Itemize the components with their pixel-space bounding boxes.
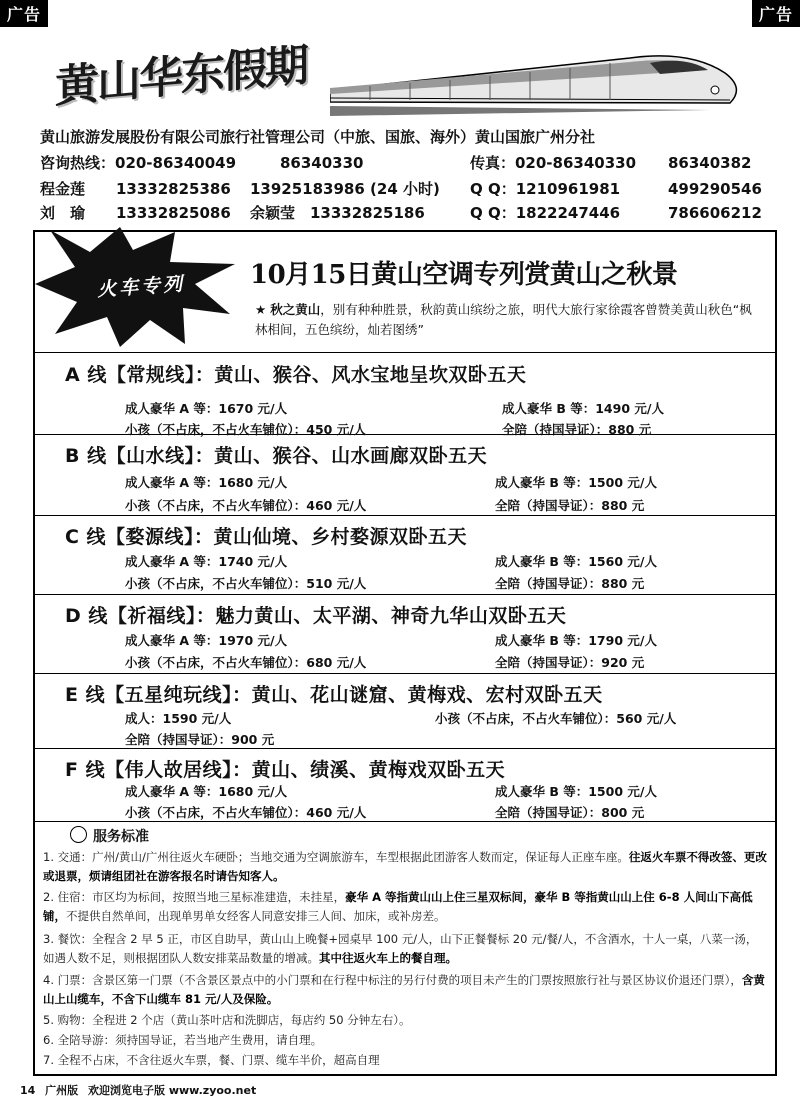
contact-row [40,178,780,200]
route-title: F 线【伟人故居线】：黄山、绩溪、黄梅戏双卧五天 [65,759,506,781]
service-title: 服务标准 [93,829,149,845]
route-d [35,595,775,674]
fax-2: 86340382 [668,154,752,172]
price-guide: 全陪（持国导证）：880 元 [495,576,645,591]
service-item-note: 7. 全程不占床，不含往返火车票，餐、门票、缆车半价，超高自理 [43,1053,380,1067]
train-special-badge: 火车专列 [96,272,186,302]
contact-qq-2: 786606212 [668,204,762,222]
price-child: 小孩（不占床，不占火车铺位）：510 元/人 [125,576,367,591]
logo-text: 黄山华东假期 [55,39,307,114]
service-item-shopping: 5. 购物：全程进 2 个店（黄山茶叶店和洗脚店，每店约 50 分钟左右）。 [43,1013,411,1027]
promo-desc-bold: 秋之黄山 [270,302,321,317]
price-a: 成人豪华 A 等：1680 元/人 [125,475,288,490]
contact-qq: Q Q：1822247446 [470,204,621,222]
price-guide: 全陪（持国导证）：880 元 [502,422,652,437]
price-child: 小孩（不占床，不占火车铺位）：450 元/人 [125,422,367,437]
service-heading [70,826,149,846]
service-item-transport: 1. 交通：广州/黄山/广州往返火车硬卧；当地交通为空调旅游车，车型根据此团游客人数而定，保证每人正座车座。往返火车票不得改签、更改或退票，烦请组团社在游客报名时请告知客人。 [43,850,767,883]
route-title: E 线【五星纯玩线】：黄山、花山谜窟、黄梅戏、宏村双卧五天 [65,684,603,706]
route-e [35,674,775,749]
route-c [35,516,775,595]
hotline: 咨询热线：020-86340049 [40,154,237,172]
contact-row [40,202,780,224]
price-guide: 全陪（持国导证）：900 元 [125,732,275,747]
company-name: 黄山旅游发展股份有限公司旅行社管理公司（中旅、国旅、海外）黄山国旅广州分社 [40,128,596,146]
price-guide: 全陪（持国导证）：800 元 [495,805,645,820]
promo-description [255,300,760,340]
contact-hotline-row [40,152,780,174]
price-child: 小孩（不占床，不占火车铺位）：460 元/人 [125,498,367,513]
page-number: 14 [20,1084,36,1097]
promo-title: 10月15日黄山空调专列赏黄山之秋景 [250,260,678,290]
price-child: 小孩（不占床，不占火车铺位）：560 元/人 [435,711,677,726]
website-link[interactable]: 欢迎浏览电子版 www.zyoo.net [88,1084,257,1097]
price-guide: 全陪（持国导证）：880 元 [495,498,645,513]
contact-phone: 13332825086 [116,204,231,222]
route-title: B 线【山水线】：黄山、猴谷、山水画廊双卧五天 [65,445,488,467]
contact-name: 程金莲 [40,180,86,198]
service-item-meals: 3. 餐饮：全程含 2 早 5 正，市区自助早，黄山山上晚餐+园桌早 100 元/人，山下正餐餐标 20 元/餐/人，不含酒水，十人一桌，八菜一汤，如遇人数不足，则根据团队人数安排菜品数量的增减。其中往返火车上的餐自理。 [43,932,758,965]
service-item-tickets: 4. 门票：含景区第一门票（不含景区景点中的小门票和在行程中标注的另行付费的项目未产生的门票按照旅行社与景区协议价退还门票），含黄山上山缆车，不含下山缆车 81 元/人及保险。 [43,973,765,1006]
route-title: A 线【常规线】：黄山、猴谷、风水宝地呈坎双卧五天 [65,364,527,386]
ad-badge-left: 广告 [0,0,48,27]
price-a: 成人豪华 A 等：1670 元/人 [125,401,288,416]
star-icon: ★ [255,302,267,317]
route-a [35,354,775,435]
contact-phone: 13925183986 (24 小时) [250,180,440,198]
fax: 传真：020-86340330 [470,154,637,172]
route-f [35,749,775,822]
ad-badge-right: 广告 [752,0,800,27]
service-item-lodging: 2. 住宿：市区均为标间，按照当地三星标准建造，未挂星，豪华 A 等指黄山山上住三星双标间，豪华 B 等指黄山山上住 6-8 人间山下高低铺，不提供自然单间，出现单男单女经客人同意安排三人间、加床，或补房差。 [43,890,753,923]
price-b: 成人豪华 B 等：1790 元/人 [495,633,657,648]
price-guide: 全陪（持国导证）：920 元 [495,655,645,670]
contact-qq: Q Q：1210961981 [470,180,621,198]
price-child: 小孩（不占床，不占火车铺位）：460 元/人 [125,805,367,820]
hotline-2: 86340330 [280,154,364,172]
price-adult: 成人：1590 元/人 [125,711,232,726]
smiley-icon [70,826,87,843]
promo-desc-text: ，别有种种胜景，秋韵黄山缤纷之旅，明代大旅行家徐霞客曾赞美黄山秋色“枫林相间，五色缤纷，灿若图绣” [255,302,752,337]
edition-label: 广州版 [45,1084,79,1097]
contact-phone: 余颖莹 13332825186 [250,204,425,222]
contact-phone: 13332825386 [116,180,231,198]
price-child: 小孩（不占床，不占火车铺位）：680 元/人 [125,655,367,670]
tour-frame [33,230,777,1076]
bullet-train-illustration [330,28,750,133]
page-footer [20,1082,262,1098]
price-b: 成人豪华 B 等：1500 元/人 [495,784,657,799]
price-a: 成人豪华 A 等：1740 元/人 [125,554,288,569]
route-b [35,435,775,516]
route-title: D 线【祈福线】：魅力黄山、太平湖、神奇九华山双卧五天 [65,605,567,627]
price-b: 成人豪华 B 等：1560 元/人 [495,554,657,569]
contact-qq-2: 499290546 [668,180,762,198]
service-standard [35,822,775,1074]
price-b: 成人豪华 B 等：1490 元/人 [502,401,664,416]
price-b: 成人豪华 B 等：1500 元/人 [495,475,657,490]
service-item-guide: 6. 全陪导游：须持国导证，若当地产生费用，请自理。 [43,1033,323,1047]
contact-name: 刘 瑜 [40,204,86,222]
route-title: C 线【婺源线】：黄山仙境、乡村婺源双卧五天 [65,526,468,548]
price-a: 成人豪华 A 等：1680 元/人 [125,784,288,799]
promo-section [35,232,775,353]
price-a: 成人豪华 A 等：1970 元/人 [125,633,288,648]
